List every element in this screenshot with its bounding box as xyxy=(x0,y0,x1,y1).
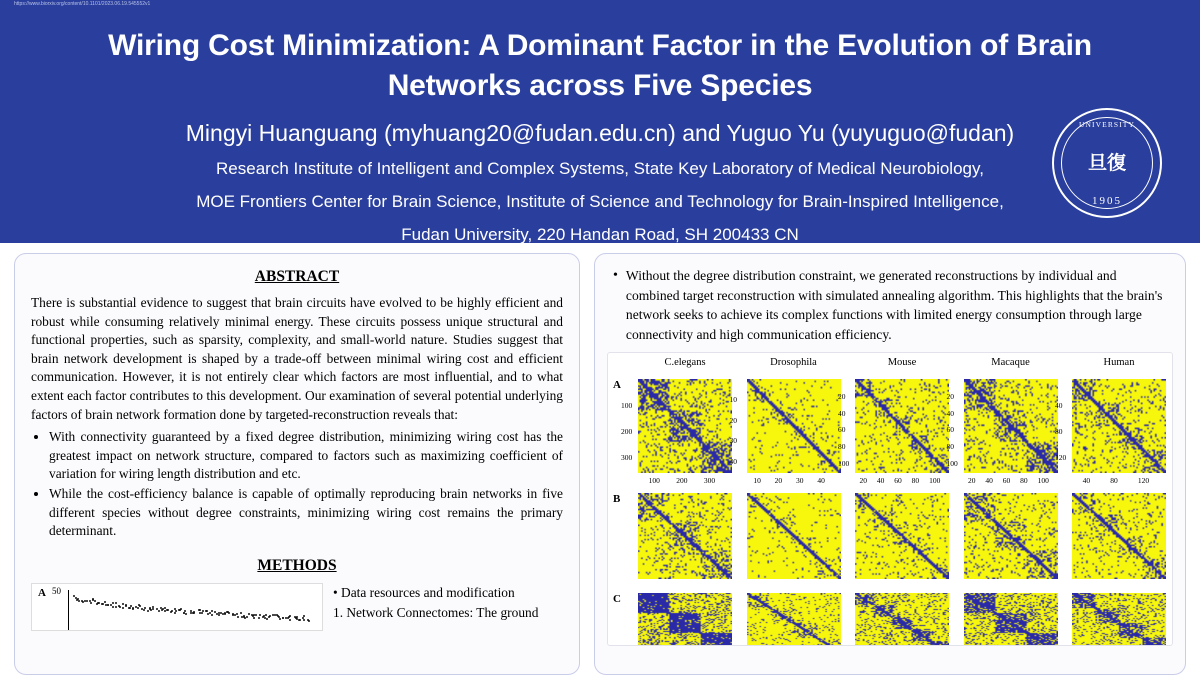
connectivity-matrix-a-mouse xyxy=(855,379,949,473)
matrix-row-label-b: B xyxy=(613,493,621,505)
matrix-y-tick: 100 xyxy=(621,401,633,411)
connectivity-matrix-c-human xyxy=(1072,593,1166,646)
matrix-row-label-c: C xyxy=(613,593,621,605)
preprint-url[interactable]: https://www.biorxiv.org/content/10.1101/2023.06.19.545552v1 xyxy=(14,1,151,7)
matrix-x-tick: 40 xyxy=(985,476,993,485)
methods-heading: METHODS xyxy=(257,556,337,574)
matrix-x-tick: 20 xyxy=(967,476,976,485)
matrix-x-tick: 10 xyxy=(753,476,761,485)
matrix-y-tick: 100 xyxy=(838,458,850,468)
matrix-y-tick: 60 xyxy=(946,425,954,435)
seal-year: 1905 xyxy=(1092,195,1122,207)
figure-y-axis xyxy=(68,590,69,630)
matrix-x-tick: 120 xyxy=(1137,476,1150,485)
connectivity-matrix-b-human xyxy=(1072,493,1166,579)
matrix-x-tick: 100 xyxy=(1037,476,1049,485)
matrix-x-tick: 200 xyxy=(676,476,688,485)
matrix-y-tick: 80 xyxy=(838,442,846,452)
matrix-y-tick: 30 xyxy=(729,436,737,446)
matrix-x-tick: 60 xyxy=(1002,476,1011,485)
connectivity-matrix-a-drosophila xyxy=(747,379,841,473)
right-column-panel xyxy=(594,253,1186,675)
left-column-panel xyxy=(14,253,580,675)
seal-glyphs: 旦復 xyxy=(1087,152,1126,174)
figure-panel-label-a: A xyxy=(38,586,46,599)
matrix-x-tick: 300 xyxy=(703,476,716,485)
matrix-column-header-mouse: Mouse xyxy=(887,357,917,368)
matrix-y-tick: 120 xyxy=(1055,453,1067,463)
results-bullet xyxy=(607,264,1173,344)
matrix-y-tick: 80 xyxy=(1055,427,1063,437)
methods-bullet-1 xyxy=(333,583,563,603)
affiliation-line-1: Research Institute of Intelligent and Complex Systems, State Key Laboratory of Medical Neurobiology, xyxy=(216,159,984,178)
author-line: Mingyi Huanguang (myhuang20@fudan.edu.cn) and Yuguo Yu (yuyuguo@fudan) xyxy=(185,120,1015,146)
fudan-university-seal-icon xyxy=(1052,108,1162,218)
list-item: • With connectivity guaranteed by a fixed degree distribution, minimizing wiring cost has the greatest impact on network structure, compared to factors such as maximizing coefficient of variation for wiring length distribution and etc. xyxy=(49,428,563,484)
matrix-x-tick: 40 xyxy=(817,476,825,485)
methods-bullet-2: 1. Network Connectomes: The ground xyxy=(333,604,539,620)
matrix-x-tick: 20 xyxy=(859,476,867,485)
abstract-text: There is substantial evidence to suggest that brain circuits have evolved to be highly efficient and robust while consuming relatively minimal energy. These circuits possess unique structural and functional properties, such as sparsity, complexity, and small-world nature. Studies suggest that brain network development is shaped by a trade-off between minimal wiring cost and efficient communication. However, it is not entirely clear which factors are most influential, and to what extent each factor contributes to this development. Our examination of several potential underlying factors of brain network formation done by targeted-reconstruction reveals that: xyxy=(31,295,563,422)
connectivity-matrix-c-celegans xyxy=(638,593,732,646)
matrix-y-tick: 40 xyxy=(838,408,846,418)
connectivity-matrix-a-macaque xyxy=(964,379,1058,473)
connectivity-matrix-c-drosophila xyxy=(747,593,841,646)
matrix-column-header-drosophila: Drosophila xyxy=(770,357,817,368)
matrix-x-tick: 100 xyxy=(648,476,660,485)
seal-core xyxy=(1080,143,1134,183)
matrix-y-tick: 40 xyxy=(729,456,737,466)
matrix-y-tick: 40 xyxy=(1055,401,1063,411)
bullet-marker: • xyxy=(613,268,618,283)
matrix-x-tick: 100 xyxy=(929,476,941,485)
matrix-y-tick: 20 xyxy=(838,391,846,401)
matrix-column-header-human: Human xyxy=(1103,357,1135,368)
matrix-y-tick: 60 xyxy=(838,425,846,435)
connectivity-matrix-b-celegans xyxy=(638,493,732,579)
connectivity-matrix-b-drosophila xyxy=(747,493,841,579)
connectivity-matrix-c-mouse xyxy=(855,593,949,646)
connectivity-matrix-c-macaque xyxy=(964,593,1058,646)
matrix-x-tick: 60 xyxy=(894,476,902,485)
methods-row xyxy=(31,583,563,631)
matrix-y-tick: 40 xyxy=(946,408,954,418)
poster-body xyxy=(0,243,1200,675)
connectome-matrix-figure xyxy=(607,352,1173,646)
matrix-x-tick: 40 xyxy=(876,476,885,485)
matrix-row-label-a: A xyxy=(613,379,621,391)
methods-figure-a xyxy=(31,583,323,631)
matrix-y-tick: 20 xyxy=(946,391,954,401)
matrix-y-tick: 200 xyxy=(621,427,633,437)
figure-y-tick: 50 xyxy=(52,585,61,596)
affiliation-line-2: MOE Frontiers Center for Brain Science, Institute of Science and Technology for Brain-Inspired Intelligence, xyxy=(196,192,1004,211)
figure-scatter-points xyxy=(72,590,312,624)
connectivity-matrix-b-macaque xyxy=(964,493,1058,579)
seal-top-text: UNIVERSITY xyxy=(1079,120,1135,129)
poster-header xyxy=(0,0,1200,243)
connectivity-matrix-a-human xyxy=(1072,379,1166,473)
methods-text-block xyxy=(333,583,563,631)
matrix-x-tick: 30 xyxy=(796,476,804,485)
methods-bullet-1-label: Data resources and modification xyxy=(341,584,515,600)
matrix-x-tick: 20 xyxy=(774,476,783,485)
matrix-x-tick: 80 xyxy=(911,476,920,485)
bullet-marker: • xyxy=(333,584,342,600)
matrix-x-tick: 80 xyxy=(1110,476,1118,485)
connectivity-matrix-b-mouse xyxy=(855,493,949,579)
affiliation-line-3: Fudan University, 220 Handan Road, SH 200433 CN xyxy=(401,225,799,243)
matrix-y-tick: 20 xyxy=(729,415,737,425)
page-title: Wiring Cost Minimization: A Dominant Factor in the Evolution of Brain Networks across Five Species xyxy=(108,29,1092,102)
matrix-y-tick: 100 xyxy=(946,458,958,468)
abstract-heading: ABSTRACT xyxy=(254,268,340,285)
connectivity-matrix-a-celegans xyxy=(638,379,732,473)
matrix-y-tick: 10 xyxy=(729,395,737,405)
matrix-x-tick: 80 xyxy=(1020,476,1028,485)
matrix-y-tick: 80 xyxy=(946,442,954,452)
list-item: • While the cost-efficiency balance is capable of optimally reproducing brain networks in five different species without degree constraints, minimizing wiring cost remains the primary determinant. xyxy=(49,485,563,541)
matrix-column-header-macaque: Macaque xyxy=(991,357,1030,368)
matrix-x-tick: 40 xyxy=(1082,476,1091,485)
results-bullet-text: Without the degree distribution constraint, we generated reconstructions by individual and combined target reconstruction with simulated annealing algorithm. This highlights that the brain's network seeks to achieve its complex functions with limited energy consumption through large connectivity and high communication efficiency. xyxy=(625,268,1163,342)
matrix-y-tick: 300 xyxy=(621,453,633,463)
matrix-column-header-celegans: C.elegans xyxy=(664,357,706,368)
abstract-bullet-list xyxy=(31,428,563,541)
